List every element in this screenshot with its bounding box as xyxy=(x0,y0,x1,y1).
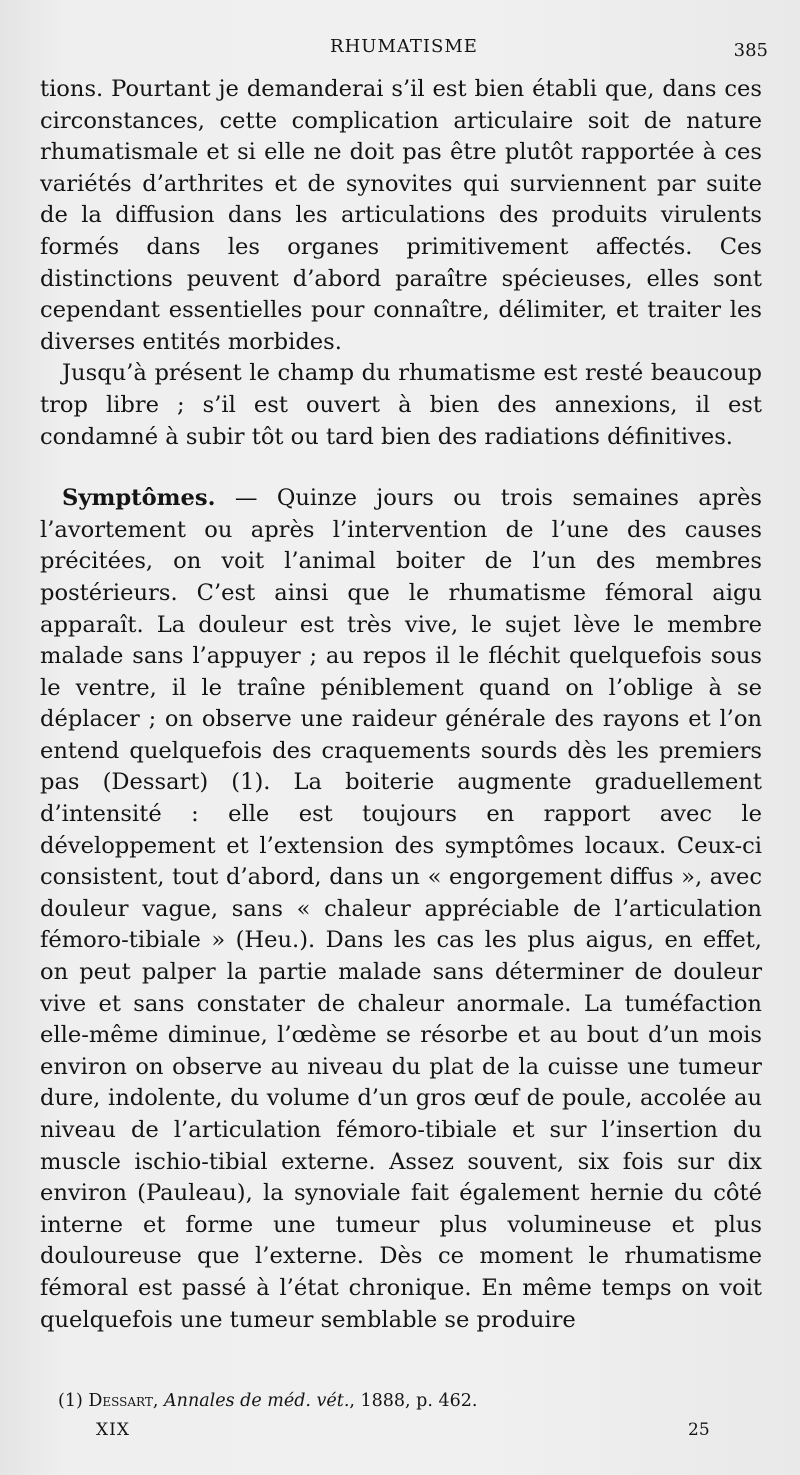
body-text xyxy=(40,74,762,1336)
sheet-number: 25 xyxy=(688,1420,710,1440)
footnote-citation: , 1888, p. 462. xyxy=(349,1391,478,1411)
footnote-author: Dessart xyxy=(88,1391,153,1411)
page-number: 385 xyxy=(733,40,768,61)
paragraph-rhumatisme-scope: Jusqu’à présent le champ du rhumatisme est resté beaucoup trop libre ; s’il est ouvert à bien des annexions, il est condamné à subir tôt ou tard bien des radiations définitives. xyxy=(40,360,762,450)
signature-mark: XIX xyxy=(96,1420,130,1440)
paragraph-continuation: tions. Pourtant je demanderai s’il est bien établi que, dans ces circonstances, cette complication articulaire soit de nature rhumatismale et si elle ne doit pas être plutôt rapportée à ces variétés d’arthrites et de synovites qui surviennent par suite de la diffusion dans les articulations des produits virulents formés dans les organes primitivement affectés. Ces distinctions peuvent d’abord paraître spécieuses, elles sont cependant essentielles pour connaître, délimiter, et traiter les diverses entités morbides. xyxy=(40,76,762,355)
page-header xyxy=(40,36,768,64)
footnote-marker: (1) xyxy=(58,1391,83,1411)
paragraph-symptomes xyxy=(40,483,762,1336)
footnote-separator: , xyxy=(152,1391,165,1411)
section-heading-symptomes: Symptômes. xyxy=(62,485,216,512)
footnote-journal: Annales de méd. vét. xyxy=(164,1391,350,1411)
paragraph-symptomes-text: — Quinze jours ou trois semaines après l’avortement ou après l’intervention de l’une des causes précitées, on voit l’animal boiter de l’un des membres postérieurs. C’est ainsi que le rhumatisme fémoral aigu apparaît. La douleur est très vive, le sujet lève le membre malade sans l’appuyer ; au repos il le fléchit quelquefois sous le ventre, il le traîne péniblement quand on l’oblige à se déplacer ; on observe une raideur générale des rayons et l’on entend quelquefois des craquements sourds dès les premiers pas (Dessart) (1). La boiterie augmente graduellement d’intensité : elle est toujours en rapport avec le développement et l’extension des symptômes locaux. Ceux-ci consistent, tout d’abord, dans un « engorgement diffus », avec douleur vague, sans « chaleur appréciable de l’articulation fémoro-tibiale » (Heu.). Dans les cas les plus aigus, en effet, on peut palper la partie malade sans déterminer de douleur vive et sans constater de chaleur anormale. La tuméfaction elle-même diminue, l’œdème se résorbe et au bout d’un mois environ on observe au niveau du plat de la cuisse une tumeur dure, indolente, du volume d’un gros œuf de poule, accolée au niveau de l’articulation fémoro-tibiale et sur l’insertion du muscle ischio-tibial externe. Assez souvent, six fois sur dix environ (Pauleau), la synoviale fait également hernie du côté interne et forme une tumeur plus volumineuse et plus douloureuse que l’externe. Dès ce moment le rhumatisme fémoral est passé à l’état chronique. En même temps on voit quelquefois une tumeur semblable se produire xyxy=(40,485,762,1333)
running-title: RHUMATISME xyxy=(330,36,478,57)
footnote xyxy=(58,1390,758,1412)
